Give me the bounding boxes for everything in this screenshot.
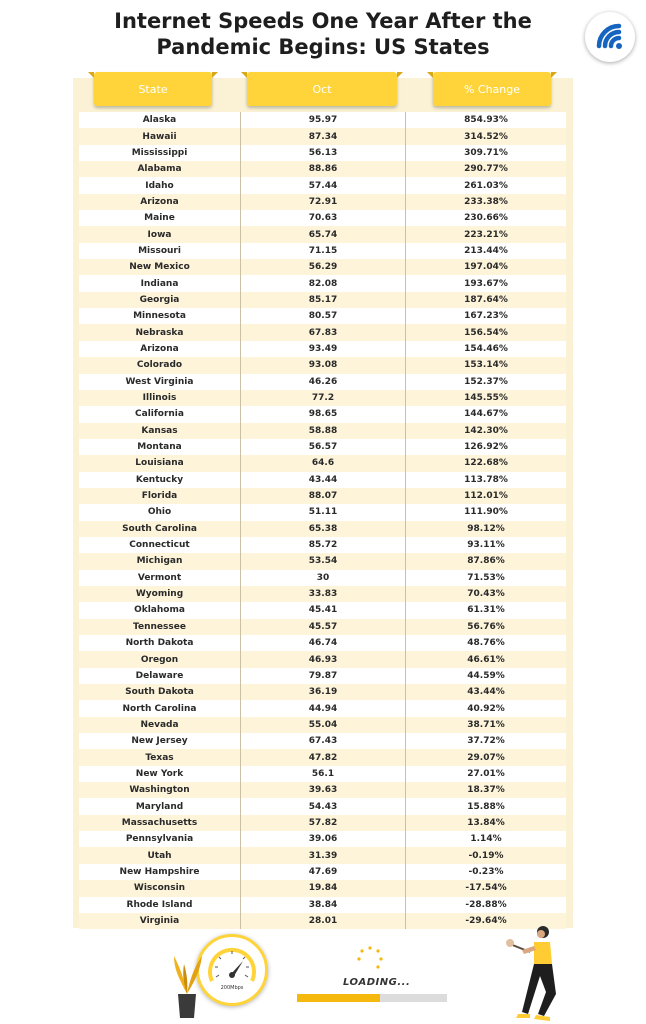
data-table — [79, 112, 566, 929]
table-row — [79, 700, 566, 716]
table-row — [79, 815, 566, 831]
cell-oct: 77.2 — [241, 390, 406, 406]
cell-change: 1.14% — [470, 834, 502, 845]
table-row — [79, 782, 566, 798]
cell-state: Vermont — [79, 570, 241, 586]
cell-oct: 71.15 — [241, 243, 406, 259]
cell-oct: 47.82 — [241, 749, 406, 765]
cell-state: Kentucky — [79, 472, 241, 488]
cell-oct: 19.84 — [241, 880, 406, 896]
cell-state: North Carolina — [79, 700, 241, 716]
cell-state: Maryland — [79, 798, 241, 814]
cell-change: 37.72% — [467, 736, 505, 747]
cell-state: Iowa — [79, 226, 241, 242]
cell-state: Georgia — [79, 292, 241, 308]
cell-oct: 93.49 — [241, 341, 406, 357]
table-row — [79, 521, 566, 537]
cell-change: -28.88% — [465, 899, 507, 910]
cell-change: 154.46% — [464, 343, 508, 354]
cell-state: North Dakota — [79, 635, 241, 651]
table-row — [79, 161, 566, 177]
cell-change: 111.90% — [464, 507, 508, 518]
cell-change: 18.37% — [467, 785, 505, 796]
table-row — [79, 504, 566, 520]
cell-change: 187.64% — [464, 294, 508, 305]
cell-change: 87.86% — [467, 556, 505, 567]
table-row — [79, 357, 566, 373]
cell-change: -0.19% — [468, 850, 504, 861]
table-row — [79, 651, 566, 667]
cell-oct: 65.38 — [241, 521, 406, 537]
cell-oct: 87.34 — [241, 128, 406, 144]
cell-change: 61.31% — [467, 605, 505, 616]
table-row — [79, 847, 566, 863]
table-row — [79, 831, 566, 847]
table-row — [79, 112, 566, 128]
cell-state: Wisconsin — [79, 880, 241, 896]
cell-oct: 28.01 — [241, 913, 406, 929]
cell-oct: 88.07 — [241, 488, 406, 504]
table-row — [79, 864, 566, 880]
cell-state: West Virginia — [79, 374, 241, 390]
table-row — [79, 292, 566, 308]
cell-state: South Carolina — [79, 521, 241, 537]
cell-state: Indiana — [79, 275, 241, 291]
cell-state: Alabama — [79, 161, 241, 177]
cell-oct: 45.41 — [241, 602, 406, 618]
cell-oct: 80.57 — [241, 308, 406, 324]
header-oct: Oct — [247, 72, 397, 106]
cell-oct: 56.57 — [241, 439, 406, 455]
cell-state: Kansas — [79, 423, 241, 439]
cell-state: Massachusetts — [79, 815, 241, 831]
cell-oct: 31.39 — [241, 847, 406, 863]
cell-state: New Jersey — [79, 733, 241, 749]
table-row — [79, 880, 566, 896]
cell-change: 44.59% — [467, 670, 505, 681]
cell-state: Montana — [79, 439, 241, 455]
cell-state: Colorado — [79, 357, 241, 373]
cell-state: New Hampshire — [79, 864, 241, 880]
cell-oct: 98.65 — [241, 406, 406, 422]
cell-state: Nevada — [79, 717, 241, 733]
gauge-label: 200Mbps — [220, 985, 244, 991]
cell-state: Florida — [79, 488, 241, 504]
cell-change: 93.11% — [467, 540, 505, 551]
cell-oct: 44.94 — [241, 700, 406, 716]
cell-state: Oklahoma — [79, 602, 241, 618]
cell-oct: 85.72 — [241, 537, 406, 553]
table-row — [79, 717, 566, 733]
cell-state: Idaho — [79, 177, 241, 193]
cell-state: California — [79, 406, 241, 422]
cell-state: Pennsylvania — [79, 831, 241, 847]
table-row — [79, 275, 566, 291]
table-row — [79, 128, 566, 144]
table-row — [79, 194, 566, 210]
table-row — [79, 243, 566, 259]
cell-state: Alaska — [79, 112, 241, 128]
table-row — [79, 668, 566, 684]
cell-change: 70.43% — [467, 589, 505, 600]
cell-state: Illinois — [79, 390, 241, 406]
cell-change: 314.52% — [464, 131, 508, 142]
cell-oct: 56.29 — [241, 259, 406, 275]
cell-oct: 46.74 — [241, 635, 406, 651]
cell-change: 290.77% — [464, 164, 508, 175]
cell-oct: 55.04 — [241, 717, 406, 733]
cell-oct: 85.17 — [241, 292, 406, 308]
table-row — [79, 226, 566, 242]
table-row — [79, 390, 566, 406]
cell-change: 145.55% — [464, 393, 508, 404]
cell-state: Hawaii — [79, 128, 241, 144]
cell-change: 144.67% — [464, 409, 508, 420]
loading-label: LOADING... — [343, 977, 411, 988]
cell-change: 153.14% — [464, 360, 508, 371]
header-change: % Change — [433, 72, 551, 106]
cell-state: Mississippi — [79, 145, 241, 161]
header-state: State — [94, 72, 212, 106]
cell-oct: 56.13 — [241, 145, 406, 161]
cell-state: Utah — [79, 847, 241, 863]
cell-oct: 46.93 — [241, 651, 406, 667]
cell-oct: 38.84 — [241, 897, 406, 913]
table-row — [79, 259, 566, 275]
table-row — [79, 488, 566, 504]
table-row — [79, 897, 566, 913]
cell-oct: 39.06 — [241, 831, 406, 847]
table-row — [79, 635, 566, 651]
cell-change: 43.44% — [467, 687, 505, 698]
cell-oct: 46.26 — [241, 374, 406, 390]
table-row — [79, 439, 566, 455]
cell-state: South Dakota — [79, 684, 241, 700]
cell-oct: 64.6 — [241, 455, 406, 471]
cell-change: -17.54% — [465, 883, 507, 894]
cell-change: 126.92% — [464, 442, 508, 453]
cell-state: Oregon — [79, 651, 241, 667]
cell-change: 71.53% — [467, 572, 505, 583]
speedometer-icon — [196, 934, 268, 1006]
cell-oct: 58.88 — [241, 423, 406, 439]
table-row — [79, 766, 566, 782]
cell-state: Washington — [79, 782, 241, 798]
cell-change: 223.21% — [464, 229, 508, 240]
cell-change: -0.23% — [468, 866, 504, 877]
potted-plant-icon — [168, 950, 206, 1020]
cell-state: Delaware — [79, 668, 241, 684]
cell-state: Wyoming — [79, 586, 241, 602]
woman-pulling-icon — [500, 924, 580, 1024]
cell-oct: 47.69 — [241, 864, 406, 880]
cell-oct: 79.87 — [241, 668, 406, 684]
cell-state: Missouri — [79, 243, 241, 259]
table-row — [79, 324, 566, 340]
cell-oct: 65.74 — [241, 226, 406, 242]
cell-oct: 95.97 — [241, 112, 406, 128]
table-row — [79, 684, 566, 700]
cell-oct: 43.44 — [241, 472, 406, 488]
cell-change: -29.64% — [465, 916, 507, 927]
cell-state: Ohio — [79, 504, 241, 520]
table-row — [79, 177, 566, 193]
chart-title — [0, 8, 646, 60]
cell-change: 38.71% — [467, 719, 505, 730]
cell-change: 197.04% — [464, 262, 508, 273]
cell-change: 233.38% — [464, 196, 508, 207]
cell-state: New Mexico — [79, 259, 241, 275]
cell-change: 230.66% — [464, 213, 508, 224]
table-row — [79, 537, 566, 553]
cell-oct: 56.1 — [241, 766, 406, 782]
table-row — [79, 308, 566, 324]
loading-progress-fill — [297, 994, 380, 1002]
cell-oct: 67.83 — [241, 324, 406, 340]
cell-change: 27.01% — [467, 768, 505, 779]
cell-oct: 30 — [241, 570, 406, 586]
cell-oct: 57.44 — [241, 177, 406, 193]
cell-change: 46.61% — [467, 654, 505, 665]
cell-change: 113.78% — [464, 474, 508, 485]
cell-change: 142.30% — [464, 425, 508, 436]
table-row — [79, 733, 566, 749]
cell-change: 48.76% — [467, 638, 505, 649]
cell-oct: 45.57 — [241, 619, 406, 635]
cell-oct: 67.43 — [241, 733, 406, 749]
cell-change: 56.76% — [467, 621, 505, 632]
table-row — [79, 374, 566, 390]
cell-oct: 57.82 — [241, 815, 406, 831]
cell-oct: 88.86 — [241, 161, 406, 177]
cell-oct: 82.08 — [241, 275, 406, 291]
table-row — [79, 570, 566, 586]
table-row — [79, 210, 566, 226]
title-line-2: Pandemic Begins: US States — [156, 35, 490, 59]
cell-state: Arizona — [79, 341, 241, 357]
cell-oct: 33.83 — [241, 586, 406, 602]
table-row — [79, 913, 566, 929]
cell-state: Louisiana — [79, 455, 241, 471]
table-row — [79, 619, 566, 635]
cell-change: 13.84% — [467, 817, 505, 828]
cell-state: Nebraska — [79, 324, 241, 340]
cell-oct: 36.19 — [241, 684, 406, 700]
title-line-1: Internet Speeds One Year After the — [114, 9, 532, 33]
cell-state: New York — [79, 766, 241, 782]
cell-state: Connecticut — [79, 537, 241, 553]
cell-state: Rhode Island — [79, 897, 241, 913]
table-row — [79, 406, 566, 422]
cell-change: 15.88% — [467, 801, 505, 812]
cell-change: 193.67% — [464, 278, 508, 289]
cell-change: 122.68% — [464, 458, 508, 469]
table-row — [79, 423, 566, 439]
cell-oct: 53.54 — [241, 553, 406, 569]
cell-oct: 72.91 — [241, 194, 406, 210]
cell-change: 156.54% — [464, 327, 508, 338]
table-row — [79, 798, 566, 814]
loading-spinner-icon — [355, 944, 385, 974]
cell-change: 152.37% — [464, 376, 508, 387]
loading-progress-bar — [297, 994, 447, 1002]
table-row — [79, 455, 566, 471]
cell-oct: 39.63 — [241, 782, 406, 798]
cell-oct: 70.63 — [241, 210, 406, 226]
cell-change: 29.07% — [467, 752, 505, 763]
cell-state: Arizona — [79, 194, 241, 210]
cell-state: Maine — [79, 210, 241, 226]
table-row — [79, 602, 566, 618]
table-row — [79, 341, 566, 357]
cell-change: 167.23% — [464, 311, 508, 322]
cell-oct: 93.08 — [241, 357, 406, 373]
table-row — [79, 749, 566, 765]
cell-oct: 51.11 — [241, 504, 406, 520]
cell-change: 112.01% — [464, 491, 508, 502]
table-row — [79, 472, 566, 488]
table-row — [79, 145, 566, 161]
cell-change: 40.92% — [467, 703, 505, 714]
cell-change: 98.12% — [467, 523, 505, 534]
table-row — [79, 586, 566, 602]
cell-state: Michigan — [79, 553, 241, 569]
cell-change: 854.93% — [464, 115, 508, 126]
cell-state: Minnesota — [79, 308, 241, 324]
cell-state: Tennessee — [79, 619, 241, 635]
cell-change: 261.03% — [464, 180, 508, 191]
table-row — [79, 553, 566, 569]
wifi-signal-icon — [585, 12, 635, 62]
cell-state: Texas — [79, 749, 241, 765]
cell-oct: 54.43 — [241, 798, 406, 814]
cell-change: 213.44% — [464, 245, 508, 256]
cell-state: Virginia — [79, 913, 241, 929]
cell-change: 309.71% — [464, 147, 508, 158]
